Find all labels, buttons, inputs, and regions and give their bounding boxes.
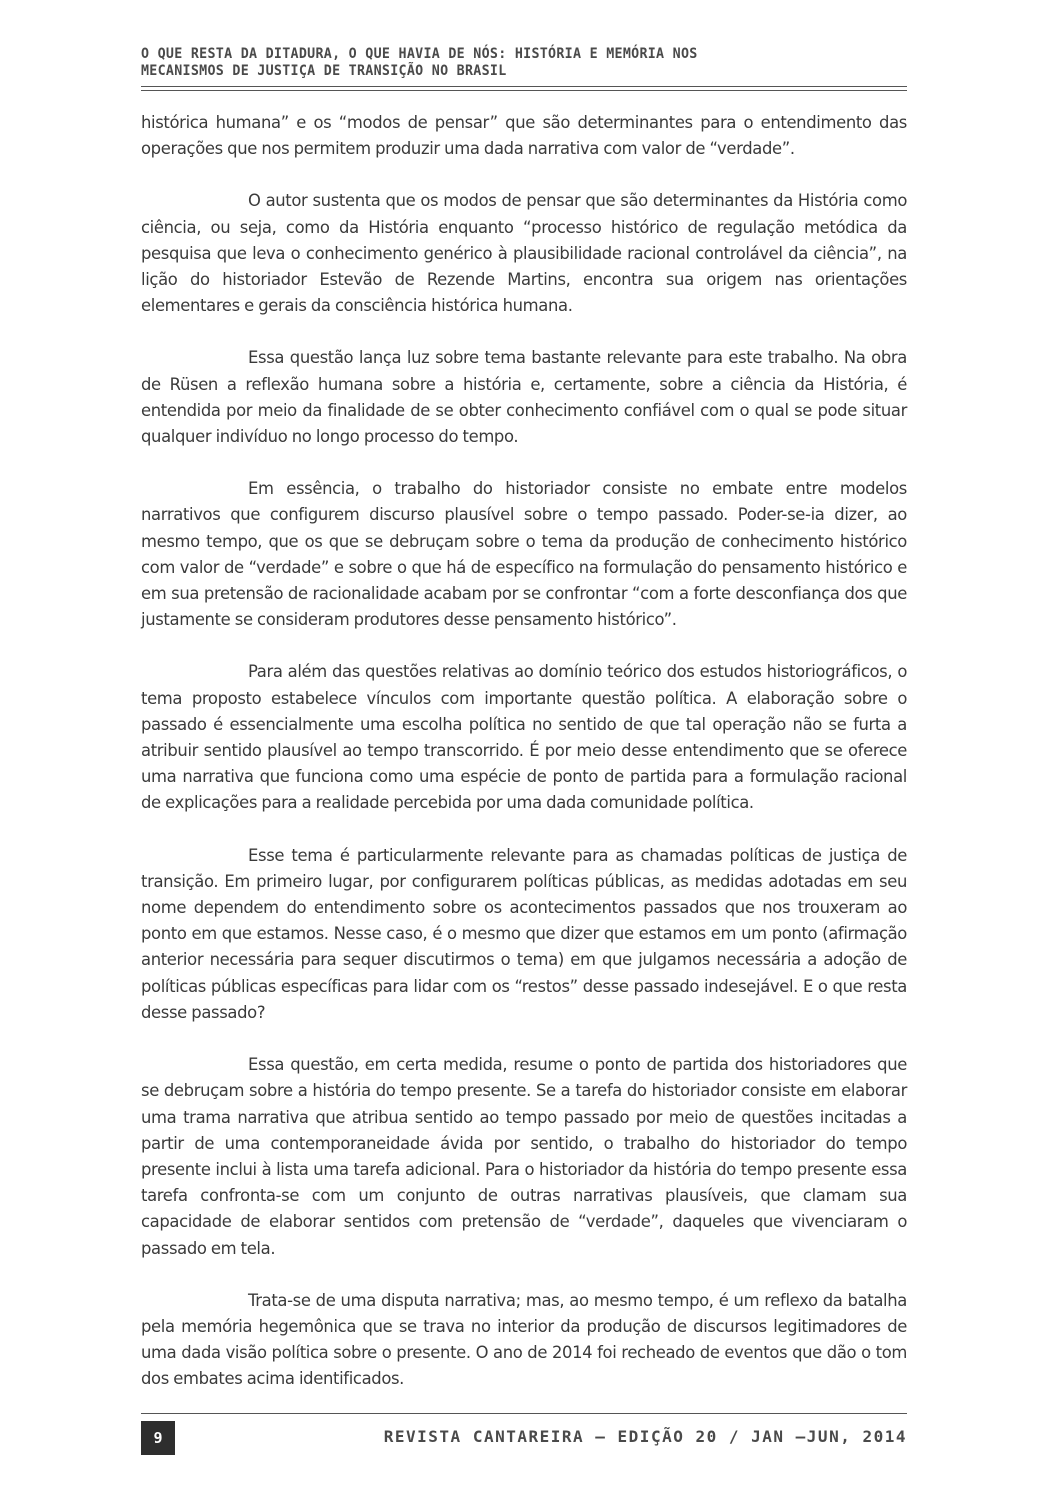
article-body xyxy=(141,110,907,1419)
paragraph: Em essência, o trabalho do historiador consiste no embate entre modelos narrativos que configurem discurso plausível sobre o tempo passado. Poder-se-ia dizer, ao mesmo tempo, que os que se debruçam sobre o tema da produção de conhecimento histórico com valor de “verdade” e sobre o que há de específico na formulação do pensamento histórico e em sua pretensão de racionalidade acabam por se confrontar “com a forte desconfiança dos que justamente se consideram produtores desse pensamento histórico”. xyxy=(141,479,907,630)
paragraph: Essa questão, em certa medida, resume o ponto de partida dos historiadores que se debruçam sobre a história do tempo presente. Se a tarefa do historiador consiste em elaborar uma trama narrativa que atribua sentido ao tempo passado por meio de questões incitadas a partir de uma contemporaneidade ávida por sentido, o trabalho do historiador do tempo presente inclui à lista uma tarefa adicional. Para o historiador da história do tempo presente essa tarefa confronta-se com um conjunto de outras narrativas plausíveis, que clamam sua capacidade de elaborar sentidos com pretensão de “verdade”, daqueles que vivenciaram o passado em tela. xyxy=(141,1055,907,1258)
page-number: 9 xyxy=(153,1429,163,1447)
running-header xyxy=(141,44,907,80)
header-rule-upper xyxy=(141,86,907,87)
paragraph: Essa questão lança luz sobre tema bastante relevante para este trabalho. Na obra de Rüsen a reflexão humana sobre a história e, certamente, sobre a ciência da História, é entendida por meio da finalidade de se obter conhecimento confiável com o qual se pode situar qualquer indivíduo no longo processo do tempo. xyxy=(141,348,907,447)
page-number-badge xyxy=(141,1421,175,1455)
paragraph: Esse tema é particularmente relevante para as chamadas políticas de justiça de transição. Em primeiro lugar, por configurarem políticas públicas, as medidas adotadas em seu nome dependem do entendimento sobre os acontecimentos passados que nos trouxeram ao ponto em que estamos. Nesse caso, é o mesmo que dizer que estamos em um ponto (afirmação anterior necessária para sequer discutirmos o tema) em que julgamos necessária a adoção de políticas públicas específicas para lidar com os “restos” desse passado indesejável. E o que resta desse passado? xyxy=(141,845,907,1022)
footer-rule xyxy=(141,1413,907,1414)
paragraph: Para além das questões relativas ao domínio teórico dos estudos historiográficos, o tema proposto estabelece vínculos com importante questão política. A elaboração sobre o passado é essencialmente uma escolha política no sentido de que tal operação não se furta a atribuir sentido plausível ao tempo transcorrido. É por meio desse entendimento que se oferece uma narrativa que funciona como uma espécie de ponto de partida para a formulação racional de explicações para a realidade percebida por uma dada comunidade política. xyxy=(141,662,907,813)
paragraph-continuation: histórica humana” e os “modos de pensar” que são determinantes para o entendimento das operações que nos permitem produzir uma dada narrativa com valor de “verdade”. xyxy=(141,113,907,159)
paragraph: O autor sustenta que os modos de pensar que são determinantes da História como ciência, ou seja, como da História enquanto “processo histórico de regulação metódica da pesquisa que leva o conhecimento genérico à plausibilidade racional controlável da ciência”, na lição do historiador Estevão de Rezende Martins, encontra sua origem nas orientações elementares e gerais da consciência histórica humana. xyxy=(141,191,907,316)
paragraph: Trata-se de uma disputa narrativa; mas, ao mesmo tempo, é um reflexo da batalha pela memória hegemônica que se trava no interior da produção de discursos legitimadores de uma dada visão política sobre o presente. O ano de 2014 foi recheado de eventos que dão o tom dos embates acima identificados. xyxy=(141,1290,907,1389)
article-running-title: O QUE RESTA DA DITADURA, O QUE HAVIA DE NÓS: HISTÓRIA E MEMÓRIA NOS MECANISMOS DE JUSTIÇA DE TRANSIÇÃO NO BRASIL xyxy=(141,46,698,79)
header-rule-lower xyxy=(141,90,907,91)
journal-edition-label: REVISTA CANTAREIRA – EDIÇÃO 20 / JAN –JUN, 2014 xyxy=(383,1427,907,1446)
